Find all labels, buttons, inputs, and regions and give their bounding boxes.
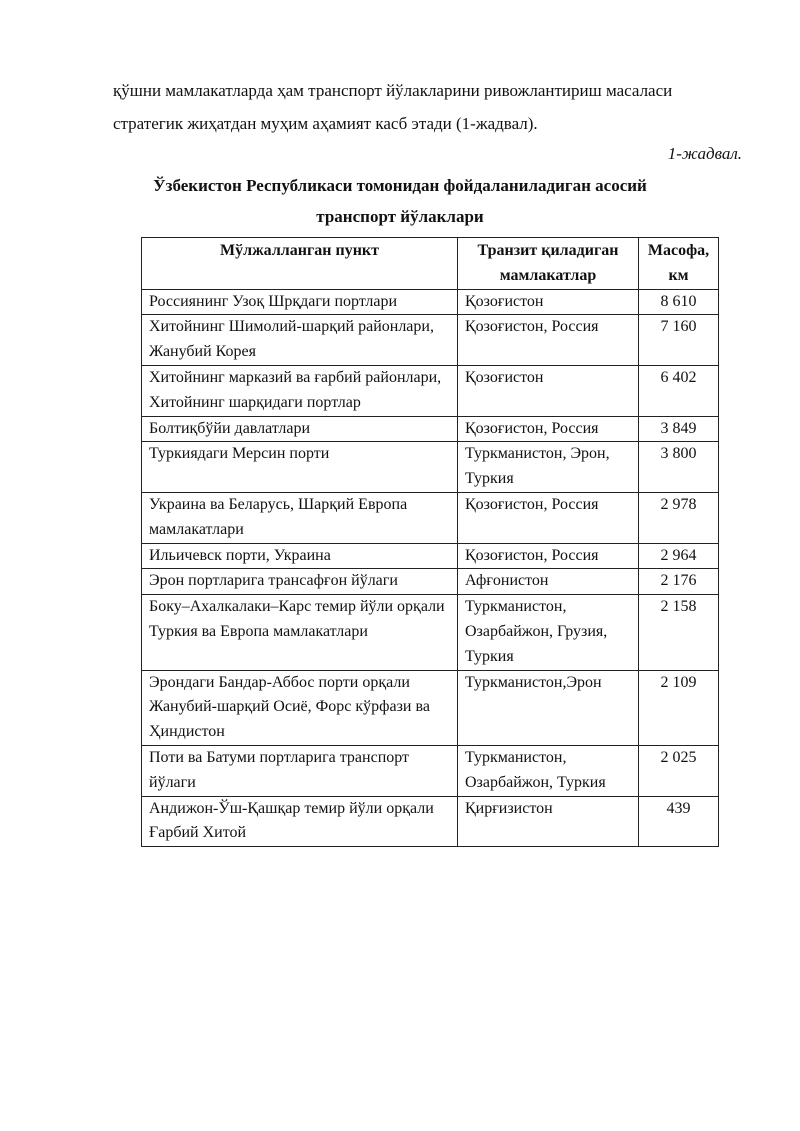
cell-transit: Афғонистон <box>458 569 639 595</box>
cell-distance: 2 025 <box>639 745 719 796</box>
table-row <box>142 569 719 595</box>
cell-transit: Қозоғистон, Россия <box>458 315 639 366</box>
cell-destination: Эрондаги Бандар-Аббос порти орқали Жанубий-шарқий Осиё, Форс кўрфази ва Ҳиндистон <box>142 670 458 745</box>
cell-transit: Қозоғистон, Россия <box>458 416 639 442</box>
cell-distance: 439 <box>639 796 719 847</box>
table-header-row <box>142 238 719 290</box>
cell-distance: 3 800 <box>639 442 719 493</box>
cell-destination: Ильичевск порти, Украина <box>142 543 458 569</box>
cell-destination: Поти ва Батуми портларига транспорт йўлаги <box>142 745 458 796</box>
table-row <box>142 315 719 366</box>
table-row <box>142 365 719 416</box>
cell-transit: Қозоғистон <box>458 289 639 315</box>
cell-distance: 2 978 <box>639 492 719 543</box>
cell-transit: Қозоғистон <box>458 365 639 416</box>
cell-destination: Болтиқбўйи давлатлари <box>142 416 458 442</box>
table-row <box>142 796 719 847</box>
cell-distance: 8 610 <box>639 289 719 315</box>
header-distance: Масофа, км <box>639 238 719 290</box>
table-title: Ўзбекистон Республикаси томонидан фойдаланиладиган асосий транспорт йўлаклари <box>153 176 647 226</box>
table-row <box>142 670 719 745</box>
table-row <box>142 289 719 315</box>
cell-distance: 2 158 <box>639 595 719 670</box>
cell-transit: Туркманистон,Эрон <box>458 670 639 745</box>
table-row <box>142 442 719 493</box>
cell-transit: Қозоғистон, Россия <box>458 492 639 543</box>
table-row <box>142 595 719 670</box>
cell-distance: 2 109 <box>639 670 719 745</box>
cell-destination: Андижон-Ўш-Қашқар темир йўли орқали Ғарбий Хитой <box>142 796 458 847</box>
cell-destination: Хитойнинг марказий ва ғарбий районлари, Хитойнинг шарқидаги портлар <box>142 365 458 416</box>
cell-destination: Эрон портларига трансафғон йўлаги <box>142 569 458 595</box>
intro-paragraph: қўшни мамлакатларда ҳам транспорт йўлакларини ривожлантириш масаласи стратегик жиҳатдан муҳим аҳамият касб этади (1-жадвал). <box>113 81 673 133</box>
cell-transit: Қозоғистон, Россия <box>458 543 639 569</box>
header-destination: Мўлжалланган пункт <box>142 238 458 290</box>
table-row <box>142 543 719 569</box>
header-transit: Транзит қиладиган мамлакатлар <box>458 238 639 290</box>
cell-destination: Боку–Ахалкалаки–Карс темир йўли орқали Туркия ва Европа мамлакатлари <box>142 595 458 670</box>
cell-distance: 7 160 <box>639 315 719 366</box>
table-row <box>142 492 719 543</box>
cell-transit: Қирғизистон <box>458 796 639 847</box>
cell-transit: Туркманистон, Озарбайжон, Туркия <box>458 745 639 796</box>
transport-corridors-table <box>141 237 719 847</box>
table-row <box>142 745 719 796</box>
cell-distance: 6 402 <box>639 365 719 416</box>
cell-distance: 3 849 <box>639 416 719 442</box>
table-row <box>142 416 719 442</box>
cell-distance: 2 176 <box>639 569 719 595</box>
cell-destination: Хитойнинг Шимолий-шарқий районлари, Жанубий Корея <box>142 315 458 366</box>
cell-destination: Украина ва Беларусь, Шарқий Европа мамлакатлари <box>142 492 458 543</box>
cell-transit: Туркманистон, Эрон, Туркия <box>458 442 639 493</box>
cell-destination: Туркиядаги Мерсин порти <box>142 442 458 493</box>
table-reference: 1-жадвал. <box>667 144 742 163</box>
cell-distance: 2 964 <box>639 543 719 569</box>
cell-destination: Россиянинг Узоқ Шрқдаги портлари <box>142 289 458 315</box>
cell-transit: Туркманистон, Озарбайжон, Грузия, Туркия <box>458 595 639 670</box>
